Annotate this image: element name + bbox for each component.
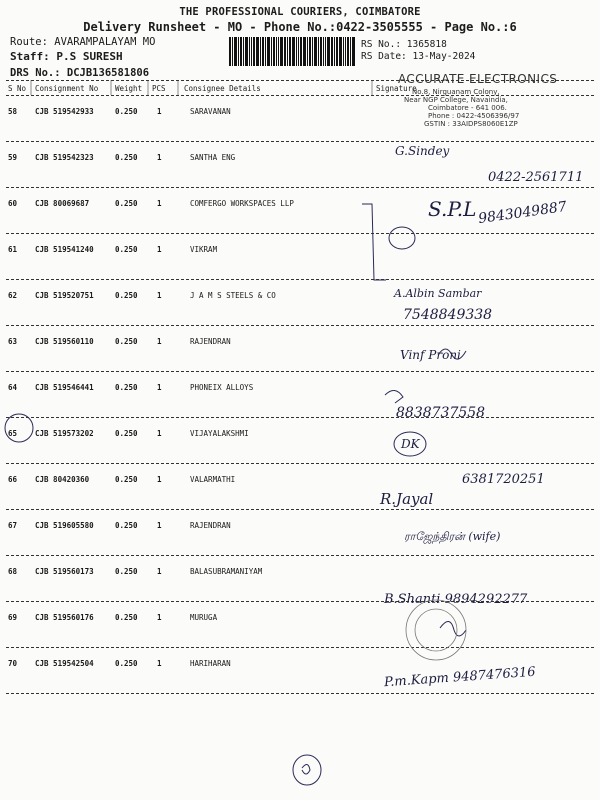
row-consignment-no: CJB 519560173 (35, 567, 94, 576)
row-consignment-no: CJB 519542504 (35, 659, 94, 668)
handwritten-phone-62: 7548849338 (403, 307, 493, 323)
stamp-line-3: Coimbatore - 641 006. (428, 104, 507, 112)
row-consignee: HARIHARAN (190, 659, 231, 668)
row-consignee: COMFERGO WORKSPACES LLP (190, 199, 294, 208)
rs-number: RS No.: 1365818 (361, 39, 447, 50)
row-sno: 68 (8, 567, 18, 576)
round-seal-stamp (406, 600, 466, 660)
row-weight: 0.250 (115, 199, 138, 208)
row-weight: 0.250 (115, 659, 138, 668)
handwritten-sign-70: P.m.Kapm 9487476316 (383, 664, 537, 691)
row-pcs: 1 (157, 337, 162, 346)
col-header-consignment: Consignment No (35, 84, 99, 93)
row-consignee: RAJENDRAN (190, 337, 231, 346)
row-sno: 59 (8, 153, 18, 162)
row-consignment-no: CJB 519542323 (35, 153, 94, 162)
row-pcs: 1 (157, 383, 162, 392)
row-sno: 69 (8, 613, 18, 622)
circled-mark-61 (389, 227, 415, 249)
row-pcs: 1 (157, 429, 162, 438)
row-sno: 60 (8, 199, 18, 208)
row-sno: 61 (8, 245, 18, 254)
row-pcs: 1 (157, 107, 162, 116)
row-consignment-no: CJB 519560176 (35, 613, 94, 622)
scribble-row-63 (438, 349, 466, 359)
circled-sno-65 (5, 414, 33, 442)
scribble-row-64 (385, 390, 403, 403)
handwritten-sign-68: B.Shanti 9894292277 (384, 592, 528, 607)
row-weight: 0.250 (115, 337, 138, 346)
handwritten-sign-59: S.P.L (428, 197, 477, 221)
row-consignment-no: CJB 519560110 (35, 337, 94, 346)
row-consignment-no: CJB 80069687 (35, 199, 90, 208)
stamp-line-5: GSTIN : 33AIDPS8060E1ZP (424, 120, 518, 128)
row-consignee: PHONEIX ALLOYS (190, 383, 254, 392)
row-weight: 0.250 (115, 521, 138, 530)
route-label: Route: AVARAMPALAYAM MO (10, 36, 156, 48)
row-consignee: VALARMATHI (190, 475, 236, 484)
stamp-line-1: No.8, Nirguanam Colony, (412, 88, 500, 96)
row-pcs: 1 (157, 153, 162, 162)
row-sno: 64 (8, 383, 18, 392)
col-header-weight: Weight (115, 84, 143, 93)
drs-number: DRS No.: DCJB136581806 (10, 67, 150, 79)
row-pcs: 1 (157, 521, 162, 530)
staff-label: Staff: P.S SURESH (10, 50, 123, 63)
row-weight: 0.250 (115, 245, 138, 254)
row-sno: 65 (8, 429, 18, 438)
handwritten-sign-65: DK (401, 437, 420, 451)
row-consignee: VIKRAM (190, 245, 218, 254)
row-sno: 66 (8, 475, 18, 484)
row-consignee: J A M S STEELS & CO (190, 291, 276, 300)
rs-date: RS Date: 13-May-2024 (361, 51, 476, 62)
row-sno: 70 (8, 659, 18, 668)
stamp-company-name: ACCURATE ELECTRONICS (398, 72, 558, 86)
company-name: THE PROFESSIONAL COURIERS, COIMBATORE (179, 6, 421, 18)
row-sno: 62 (8, 291, 18, 300)
page-mark-scribble (302, 764, 310, 774)
row-consignee: BALASUBRAMANIYAM (190, 567, 263, 576)
row-weight: 0.250 (115, 613, 138, 622)
row-consignment-no: CJB 519573202 (35, 429, 94, 438)
row-sno: 63 (8, 337, 18, 346)
row-consignee: MURUGA (190, 613, 218, 622)
row-consignee: SARAVANAN (190, 107, 231, 116)
row-consignee: VIJAYALAKSHMI (190, 429, 249, 438)
row-consignee: SANTHA ENG (190, 153, 236, 162)
row-consignment-no: CJB 519605580 (35, 521, 94, 530)
runsheet-title: Delivery Runsheet - MO - Phone No.:0422-3505555 - Page No.:6 (83, 20, 517, 34)
col-header-pcs: PCS (152, 84, 166, 93)
row-weight: 0.250 (115, 107, 138, 116)
handwritten-phone-66: 6381720251 (462, 472, 545, 487)
row-pcs: 1 (157, 475, 162, 484)
col-header-sno: S No (8, 84, 27, 93)
row-consignment-no: CJB 519542933 (35, 107, 94, 116)
row-pcs: 1 (157, 199, 162, 208)
row-sno: 58 (8, 107, 18, 116)
handwritten-phone-64: 8838737558 (396, 405, 486, 421)
bracket-mark (362, 204, 386, 280)
circled-page-mark (293, 755, 321, 785)
row-pcs: 1 (157, 291, 162, 300)
scribble-row-69 (440, 621, 466, 636)
row-weight: 0.250 (115, 475, 138, 484)
row-consignee: RAJENDRAN (190, 521, 231, 530)
handwritten-sign-63: Vinf Proni (400, 348, 461, 362)
handwritten-sign-62: A.Albin Sambar (394, 287, 482, 300)
row-pcs: 1 (157, 567, 162, 576)
col-header-signature: Signature (376, 84, 417, 93)
handwritten-phone-60: 9843049887 (477, 198, 568, 228)
handwritten-sign-66: R.Jayal (380, 490, 434, 508)
row-consignment-no: CJB 519520751 (35, 291, 94, 300)
col-header-consignee: Consignee Details (184, 84, 261, 93)
handwritten-phone-59: 0422-2561711 (488, 170, 584, 185)
row-weight: 0.250 (115, 383, 138, 392)
circled-sign-65 (394, 432, 426, 456)
handwritten-sign-58: G.Sindey (395, 144, 450, 158)
row-pcs: 1 (157, 613, 162, 622)
row-consignment-no: CJB 519541240 (35, 245, 94, 254)
row-consignment-no: CJB 519546441 (35, 383, 94, 392)
row-sno: 67 (8, 521, 18, 530)
row-weight: 0.250 (115, 567, 138, 576)
row-consignment-no: CJB 80420360 (35, 475, 90, 484)
stamp-line-4: Phone : 0422-4506396/97 (428, 112, 520, 120)
row-weight: 0.250 (115, 429, 138, 438)
row-weight: 0.250 (115, 291, 138, 300)
handwritten-sign-67: ராஜேந்திரன் (wife) (404, 530, 501, 543)
row-pcs: 1 (157, 659, 162, 668)
row-weight: 0.250 (115, 153, 138, 162)
row-pcs: 1 (157, 245, 162, 254)
stamp-line-2: Near NGP College, Navaindia, (404, 96, 508, 104)
